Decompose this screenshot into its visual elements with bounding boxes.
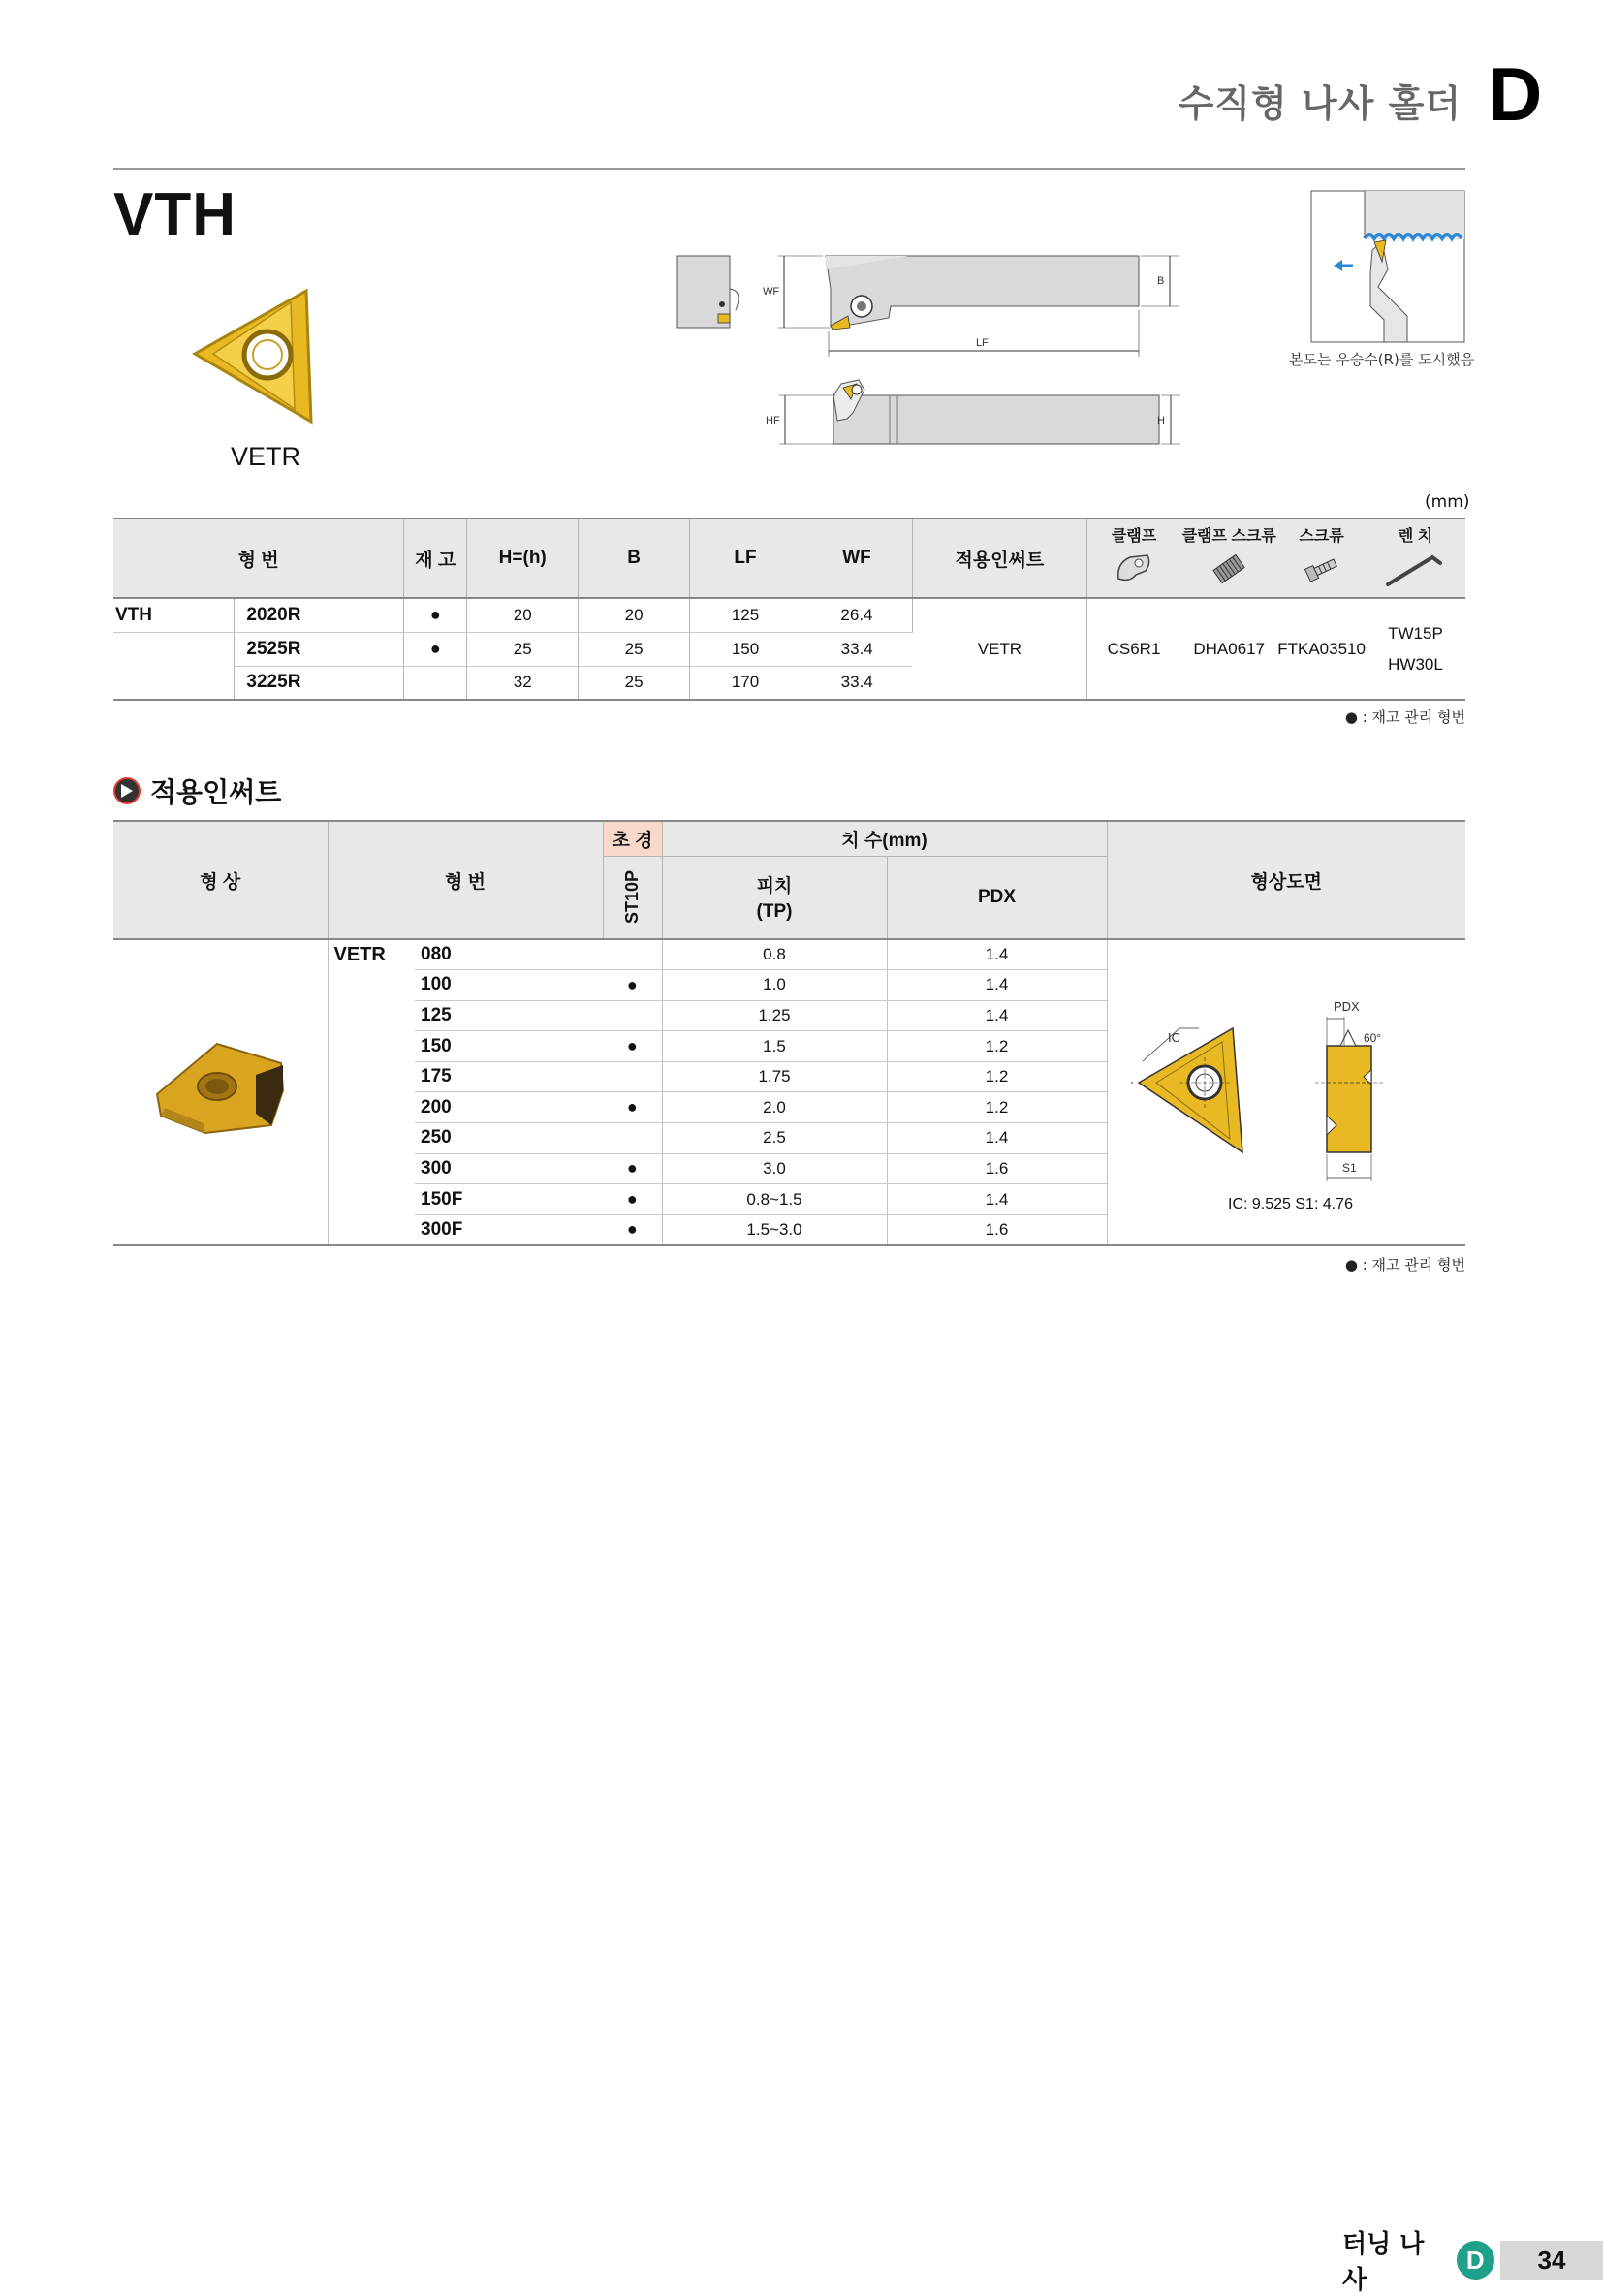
holder-lf: 125	[690, 598, 802, 632]
drawing-ic-label: IC	[1168, 1030, 1181, 1046]
insert-section-title-text: 적용인써트	[150, 776, 282, 808]
clamp-icon	[1113, 550, 1155, 588]
col-wrench-label: 렌 치	[1398, 527, 1433, 545]
stock-legend-2: ● : 재고 관리 형번	[1344, 1256, 1465, 1274]
insert-spec-table	[113, 820, 1465, 1246]
holder-lf: 150	[690, 632, 802, 666]
insert-stock	[603, 939, 662, 970]
insert-pdx: 1.2	[887, 1031, 1107, 1062]
col-b: B	[579, 519, 690, 598]
insert-pdx: 1.4	[887, 939, 1107, 970]
holder-stock	[404, 666, 467, 700]
dim-hf-label: HF	[766, 415, 780, 426]
insert-triangle-image	[190, 281, 321, 426]
holder-series-empty	[113, 632, 235, 666]
insert-stock: ●	[603, 1184, 662, 1215]
insert-pdx: 1.6	[887, 1153, 1107, 1184]
col-pitch	[662, 856, 887, 939]
insert-pdx: 1.2	[887, 1061, 1107, 1092]
insert-photo-cell	[113, 939, 328, 1245]
insert-pdx: 1.4	[887, 1184, 1107, 1215]
holder-series: VTH	[113, 598, 235, 632]
col-model: 형 번	[113, 519, 404, 598]
unit-label: (mm)	[1425, 492, 1470, 512]
insert-pdx: 1.4	[887, 970, 1107, 1001]
col-insert: 적용인써트	[912, 519, 1086, 598]
section-title: 수직형 나사 홀더	[1178, 82, 1462, 125]
holder-wrench-2: HW30L	[1388, 654, 1443, 674]
holder-model: 3225R	[235, 666, 404, 700]
stock-legend: ● : 재고 관리 형번	[1344, 708, 1465, 726]
holder-b: 20	[579, 598, 690, 632]
col-screw-label: 스크류	[1299, 527, 1344, 545]
insert-code: 125	[415, 1000, 603, 1031]
drawing-s1-label: S1	[1342, 1161, 1357, 1176]
col-wrench	[1366, 519, 1465, 598]
drawing-caption: IC: 9.525 S1: 4.76	[1228, 1196, 1354, 1213]
insert-shape-drawing	[1121, 968, 1451, 1211]
insert-drawing-cell	[1107, 939, 1465, 1245]
insert-series-empty	[328, 1153, 415, 1184]
col-grade-text: ST10P	[622, 869, 642, 924]
insert-stock: ●	[603, 1153, 662, 1184]
insert-pitch: 2.5	[662, 1123, 887, 1154]
page-number: 34	[1500, 2241, 1603, 2280]
insert-stock: ●	[603, 1031, 662, 1062]
holder-wrench-1: TW15P	[1388, 623, 1443, 643]
header-divider	[113, 168, 1465, 170]
insert-pdx: 1.6	[887, 1214, 1107, 1245]
holder-series-empty	[113, 666, 235, 700]
insert-stock	[603, 1061, 662, 1092]
col-lf: LF	[690, 519, 802, 598]
insert-series-empty	[328, 970, 415, 1001]
col-shape: 형 상	[113, 821, 328, 939]
insert-code: 100	[415, 970, 603, 1001]
col-drawing: 형상도면	[1107, 821, 1465, 939]
insert-pitch: 2.0	[662, 1092, 887, 1123]
dim-wf-label: WF	[763, 286, 780, 298]
application-figure	[1310, 190, 1465, 343]
holder-b: 25	[579, 666, 690, 700]
holder-model: 2020R	[235, 598, 404, 632]
holder-h: 25	[467, 632, 579, 666]
insert-section-title	[113, 771, 281, 810]
insert-stock: ●	[603, 970, 662, 1001]
holder-stock: ●	[404, 632, 467, 666]
dim-b-label: B	[1157, 275, 1165, 287]
dim-lf-label: LF	[976, 337, 989, 349]
insert-stock	[603, 1123, 662, 1154]
product-title: VTH	[113, 181, 236, 248]
holder-wf: 33.4	[802, 632, 913, 666]
insert-pitch: 1.25	[662, 1000, 887, 1031]
insert-code: 150F	[415, 1184, 603, 1215]
col-clamp-screw	[1180, 519, 1277, 598]
col-pdx: PDX	[887, 856, 1107, 939]
col-clamp-label: 클램프	[1111, 527, 1157, 545]
insert-series-empty	[328, 1184, 415, 1215]
col-pitch-label: 피치	[756, 876, 793, 897]
col-clamp	[1086, 519, 1180, 598]
drawing-angle-label: 60°	[1364, 1031, 1382, 1046]
col-grade-group: 초 경	[603, 821, 662, 856]
insert-series-empty	[328, 1000, 415, 1031]
holder-model: 2525R	[235, 632, 404, 666]
holder-b: 25	[579, 632, 690, 666]
insert-photo	[147, 1036, 293, 1143]
col-grade	[603, 856, 662, 939]
col-wf: WF	[802, 519, 913, 598]
insert-stock	[603, 1000, 662, 1031]
holder-insert: VETR	[912, 598, 1086, 700]
insert-code: 250	[415, 1123, 603, 1154]
holder-clamp-screw: DHA0617	[1180, 598, 1277, 700]
insert-stock: ●	[603, 1092, 662, 1123]
drawing-pdx-label: PDX	[1334, 999, 1360, 1015]
insert-pdx: 1.2	[887, 1092, 1107, 1123]
section-arrow-icon	[113, 777, 141, 804]
col-screw	[1277, 519, 1366, 598]
col-pitch-sub: (TP)	[756, 901, 793, 923]
col-h: H=(h)	[467, 519, 579, 598]
holder-screw: FTKA03510	[1277, 598, 1366, 700]
drawing-note: 본도는 우승수(R)를 도시했음	[1289, 351, 1475, 368]
holder-spec-table	[113, 518, 1465, 701]
section-letter: D	[1488, 51, 1543, 137]
holder-lf: 170	[690, 666, 802, 700]
insert-label: VETR	[231, 442, 301, 471]
holder-wrench	[1366, 598, 1465, 700]
insert-pitch: 0.8~1.5	[662, 1184, 887, 1215]
insert-code: 175	[415, 1061, 603, 1092]
insert-pitch: 1.0	[662, 970, 887, 1001]
insert-code: 150	[415, 1031, 603, 1062]
holder-side-view-drawing	[764, 380, 1190, 453]
insert-pdx: 1.4	[887, 1123, 1107, 1154]
col-dims: 치 수(mm)	[662, 821, 1107, 856]
holder-wf: 33.4	[802, 666, 913, 700]
footer-section-badge: D	[1457, 2241, 1494, 2280]
insert-pitch: 3.0	[662, 1153, 887, 1184]
insert-pitch: 1.75	[662, 1061, 887, 1092]
holder-wf: 26.4	[802, 598, 913, 632]
col-insert-model: 형 번	[328, 821, 603, 939]
insert-pitch: 1.5	[662, 1031, 887, 1062]
holder-h: 20	[467, 598, 579, 632]
insert-stock: ●	[603, 1214, 662, 1245]
insert-code: 300F	[415, 1214, 603, 1245]
footer-section-text: 터닝 나사	[1342, 2230, 1425, 2295]
col-stock: 재 고	[404, 519, 467, 598]
insert-code: 080	[415, 939, 603, 970]
wrench-icon	[1384, 550, 1446, 588]
holder-top-view-drawing	[676, 250, 1189, 366]
insert-code: 200	[415, 1092, 603, 1123]
insert-code: 300	[415, 1153, 603, 1184]
insert-series-empty	[328, 1214, 415, 1245]
holder-clamp: CS6R1	[1086, 598, 1180, 700]
clamp-screw-icon	[1208, 550, 1250, 588]
insert-series-empty	[328, 1092, 415, 1123]
page-footer	[1342, 2224, 1603, 2296]
insert-pitch: 1.5~3.0	[662, 1214, 887, 1245]
holder-h: 32	[467, 666, 579, 700]
insert-pdx: 1.4	[887, 1000, 1107, 1031]
col-clamp-screw-label: 클램프 스크류	[1181, 527, 1276, 545]
holder-stock: ●	[404, 598, 467, 632]
insert-series-empty	[328, 1123, 415, 1154]
insert-series-empty	[328, 1031, 415, 1062]
insert-pitch: 0.8	[662, 939, 887, 970]
insert-series: VETR	[333, 943, 386, 965]
insert-series-empty	[328, 1061, 415, 1092]
screw-icon	[1301, 550, 1343, 588]
dim-h-label: H	[1157, 415, 1165, 426]
